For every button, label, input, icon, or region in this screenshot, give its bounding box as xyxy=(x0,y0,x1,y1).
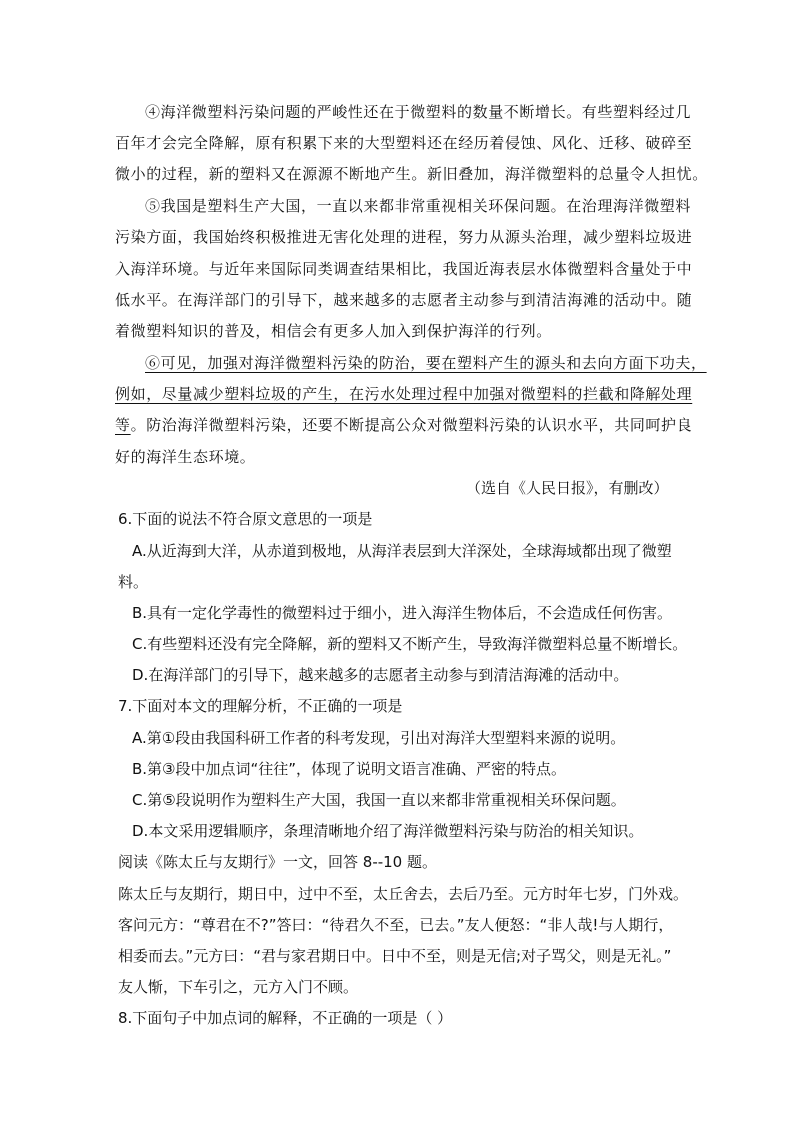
passage-p6-line-2-underlined-b: 在污水处理过程中加强对微塑料的拦截和降解处理 xyxy=(349,385,693,403)
passage-p6-line-1: ⑥可见，加强对海洋微塑料污染的防治，要在塑料产生的源头和去向方面下功夫， xyxy=(145,354,707,372)
passage-p6-line-2-underlined-a: 例如，尽量减少塑料垃圾的产生， xyxy=(115,385,350,403)
question-7-option-c: C.第⑤段说明作为塑料生产大国，我国一直以来都非常重视相关环保问题。 xyxy=(132,791,626,809)
passage-p5-line-2: 污染方面，我国始终积极推进无害化处理的进程，努力从源头治理，减少塑料垃圾进 xyxy=(115,228,693,246)
passage-p5-line-3: 入海洋环境。与近年来国际同类调查结果相比，我国近海表层水体微塑料含量处于中 xyxy=(115,260,693,278)
passage-p4-line-2: 百年才会完全降解，原有积累下来的大型塑料还在经历着侵蚀、风化、迁移、破碎至 xyxy=(115,134,693,152)
question-7-option-b: B.第③段中加点词“往往”，体现了说明文语言准确、严密的特点。 xyxy=(132,760,567,778)
passage-p5-line-4: 低水平。在海洋部门的引导下，越来越多的志愿者主动参与到清洁海滩的活动中。随 xyxy=(115,291,693,309)
passage-p5-line-1: ⑤我国是塑料生产大国，一直以来都非常重视相关环保问题。在治理海洋微塑料 xyxy=(145,197,692,215)
reading-line-2: 客问元方：“尊君在不?”答曰：“待君久不至，已去。”友人便怒：“非人哉!与人期行， xyxy=(118,916,674,934)
question-6-option-b: B.具有一定化学毒性的微塑料过于细小，进入海洋生物体后，不会造成任何伤害。 xyxy=(132,604,673,622)
reading-line-1: 陈太丘与友期行，期日中，过中不至，太丘舍去，去后乃至。元方时年七岁，门外戏。 xyxy=(118,885,689,903)
question-7-option-a: A.第①段由我国科研工作者的科考发现，引出对海洋大型塑料来源的说明。 xyxy=(132,729,626,747)
passage-p6-line-4: 好的海洋生态环境。 xyxy=(115,448,256,466)
passage-p6-line-3 xyxy=(115,418,692,433)
question-6-option-a: A.从近海到大洋，从赤道到极地，从海洋表层到大洋深处，全球海域都出现了微塑 xyxy=(132,542,672,560)
question-6-option-a-cont: 料。 xyxy=(118,573,149,591)
passage-p6-line-3-rest: 。防治海洋微塑料污染，还要不断提高公众对微塑料污染的认识水平，共同呵护良 xyxy=(130,416,693,434)
passage-p4-line-3: 微小的过程，新的塑料又在源源不断地产生。新旧叠加，海洋微塑料的总量令人担忧。 xyxy=(115,165,708,183)
passage-p6-line-2 xyxy=(115,387,692,402)
passage-p6-line-3-underlined: 等 xyxy=(115,416,131,434)
question-6-stem: 6.下面的说法不符合原文意思的一项是 xyxy=(118,510,373,528)
question-7-stem: 7.下面对本文的理解分析，不正确的一项是 xyxy=(118,697,403,715)
question-6-option-d: D.在海洋部门的引导下，越来越多的志愿者主动参与到清洁海滩的活动中。 xyxy=(132,666,629,684)
passage-p4-line-1: ④海洋微塑料污染问题的严峻性还在于微塑料的数量不断增长。有些塑料经过几 xyxy=(145,103,692,121)
reading-line-3: 相委而去。”元方曰：“君与家君期日中。日中不至，则是无信;对子骂父，则是无礼。” xyxy=(118,947,672,965)
reading-line-4: 友人惭，下车引之，元方入门不顾。 xyxy=(118,978,359,996)
question-7-option-d: D.本文采用逻辑顺序，条理清晰地介绍了海洋微塑料污染与防治的相关知识。 xyxy=(132,822,644,840)
passage-source: （选自《人民日报》，有删改） xyxy=(466,479,669,497)
question-8-stem: 8.下面句子中加点词的解释，不正确的一项是（ ） xyxy=(118,1009,453,1027)
reading-intro: 阅读《陈太丘与友期行》一文，回答 8--10 题。 xyxy=(118,853,437,871)
passage-p5-line-5: 着微塑料知识的普及，相信会有更多人加入到保护海洋的行列。 xyxy=(115,322,552,340)
question-6-option-c: C.有些塑料还没有完全降解，新的塑料又不断产生，导致海洋微塑料总量不断增长。 xyxy=(132,635,688,653)
